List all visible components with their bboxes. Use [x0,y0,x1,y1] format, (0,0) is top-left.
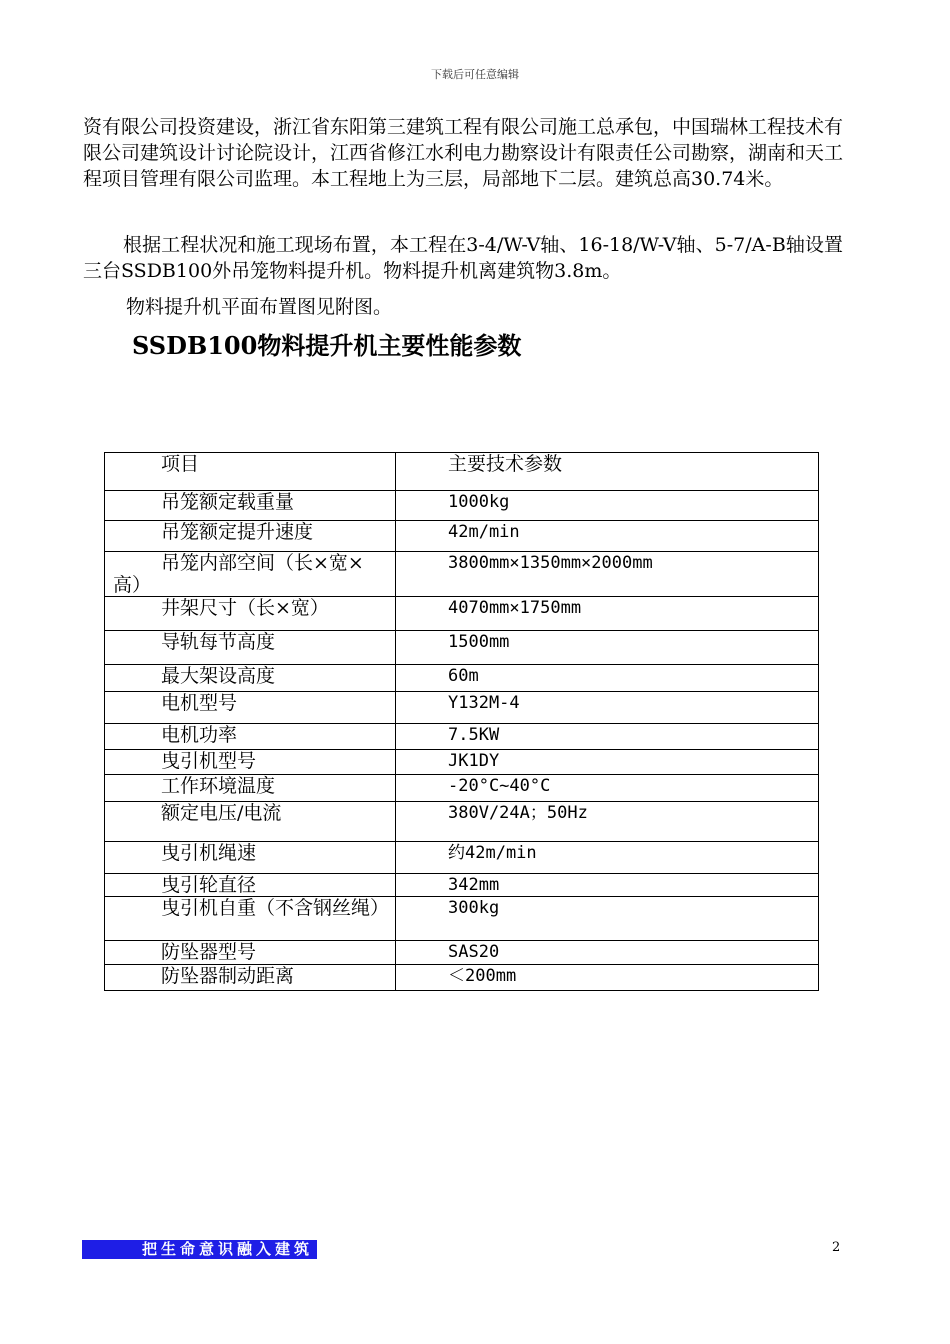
header-note: 下载后可任意编辑 [431,68,519,81]
row-item: 导轨每节高度 [105,631,396,665]
row-item: 吊笼额定载重量 [105,491,396,521]
row-item: 吊笼额定提升速度 [105,521,396,552]
table-row [105,724,819,750]
table-row [105,552,819,597]
row-item: 曳引机型号 [105,750,396,775]
row-value: 380V/24A；50Hz [396,802,819,842]
row-item: 曳引轮直径 [105,874,396,897]
row-item: 工作环境温度 [105,775,396,802]
row-item: 最大架设高度 [105,665,396,692]
row-item: 曳引机自重（不含钢丝绳） [105,897,396,941]
row-value: ＜200mm [396,965,819,991]
paragraph-layout-reference: 物料提升机平面布置图见附图。 [126,296,393,318]
table-row [105,597,819,631]
table-row [105,775,819,802]
row-value: 342mm [396,874,819,897]
table-row [105,941,819,965]
row-value: 约42m/min [396,842,819,874]
row-value: JK1DY [396,750,819,775]
row-value: -20°C~40°C [396,775,819,802]
table-row [105,491,819,521]
row-value: SAS20 [396,941,819,965]
row-value: 7.5KW [396,724,819,750]
table-row [105,692,819,724]
footer-slogan-banner: 把生命意识融入建筑 [82,1240,317,1259]
row-item: 电机型号 [105,692,396,724]
row-value: 4070mm×1750mm [396,597,819,631]
header-item: 项目 [105,453,396,491]
table-row [105,521,819,552]
row-value: Y132M-4 [396,692,819,724]
table-row [105,965,819,991]
table-header-row [105,453,819,491]
table-row [105,842,819,874]
row-item: 防坠器制动距离 [105,965,396,991]
header-value: 主要技术参数 [396,453,819,491]
row-item: 井架尺寸（长×宽） [105,597,396,631]
table-row [105,665,819,692]
page-number: 2 [832,1240,841,1255]
row-value: 3800mm×1350mm×2000mm [396,552,819,597]
row-item: 电机功率 [105,724,396,750]
row-value: 1500mm [396,631,819,665]
row-value: 300kg [396,897,819,941]
row-item: 吊笼内部空间（长×宽×高） [105,552,396,597]
table-row [105,631,819,665]
row-value: 42m/min [396,521,819,552]
table-row [105,897,819,941]
table-row [105,874,819,897]
paragraph-hoist-layout: 根据工程状况和施工现场布置，本工程在3-4/W-V轴、16-18/W-V轴、5-7/A-B轴设置三台SSDB100外吊笼物料提升机。物料提升机离建筑物3.8m。 [83,234,843,282]
row-item: 曳引机绳速 [105,842,396,874]
row-value: 1000kg [396,491,819,521]
section-title: SSDB100物料提升机主要性能参数 [132,331,522,360]
table-row [105,802,819,842]
row-item: 防坠器型号 [105,941,396,965]
paragraph-project-overview: 资有限公司投资建设，浙江省东阳第三建筑工程有限公司施工总承包，中国瑞林工程技术有限公司建筑设计讨论院设计，江西省修江水利电力勘察设计有限责任公司勘察，湖南和天工程项目管理有限公司监理。本工程地上为三层，局部地下二层。建筑总高30.74米。 [83,116,844,190]
parameter-table [104,452,819,991]
table-row [105,750,819,775]
row-item: 额定电压/电流 [105,802,396,842]
row-value: 60m [396,665,819,692]
